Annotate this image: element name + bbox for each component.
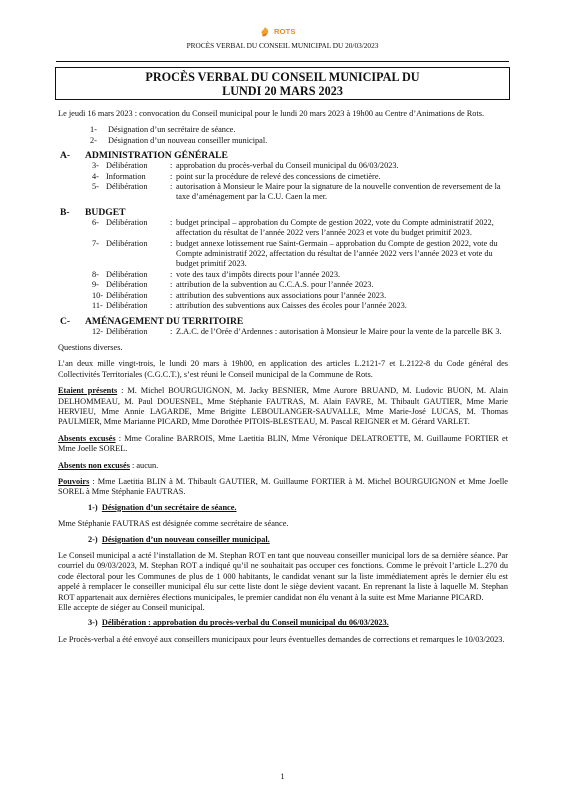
point-1-text: Mme Stéphanie FAUTRAS est désignée comme secrétaire de séance. bbox=[58, 519, 289, 529]
title-line-1: PROCÈS VERBAL DU CONSEIL MUNICIPAL DU bbox=[145, 70, 420, 84]
logo-text: ROTS bbox=[274, 26, 296, 36]
agenda-preliminary-list bbox=[90, 125, 508, 146]
questions-line: Questions diverses. bbox=[58, 342, 123, 352]
point-2-conclusion: Elle accepte de siéger au Conseil municipal. bbox=[58, 603, 205, 613]
section-heading-c: C- AMÉNAGEMENT DU TERRITOIRE bbox=[60, 315, 244, 327]
present-label: Etaient présents bbox=[58, 386, 118, 396]
unexcused-members: Absents non excusés : aucun. bbox=[58, 460, 159, 470]
title-line-2: LUNDI 20 MARS 2023 bbox=[222, 84, 343, 98]
proxies-label: Pouvoirs bbox=[58, 476, 90, 486]
agenda-item: 2- Désignation d’un nouveau conseiller municipal. bbox=[90, 135, 268, 145]
unexcused-label: Absents non excusés bbox=[58, 460, 130, 470]
agenda-item: 1- Désignation d’un secrétaire de séance. bbox=[90, 125, 236, 135]
convocation-paragraph: Le jeudi 16 mars 2023 : convocation du Conseil municipal pour le lundi 20 mars 2023 à 19h00 au Centre d’Animations de Rots. bbox=[58, 109, 485, 118]
agenda-item: 11- Délibération : attribution des subventions aux Caisses des écoles pour l’année 2023. bbox=[92, 301, 407, 311]
rose-logo-icon bbox=[259, 26, 271, 38]
document-body bbox=[58, 109, 508, 645]
section-b-items bbox=[92, 218, 508, 312]
excused-label: Absents excusés bbox=[58, 433, 116, 443]
section-heading-b: B- BUDGET bbox=[60, 206, 126, 218]
section-c-items bbox=[92, 327, 508, 337]
point-2-text: Le Conseil municipal a acté l’installation de M. Stephan ROT en tant que nouveau conseiller municipal lors de sa dernière séance. Par courriel du 09/03/2023, M. Stephan ROT a indiqué qu’il ne souhaitait pas occuper ces fonctions. Comme le prévoit l’article L.270 du code électoral pour les Communes de plus de 1 000 habitants, le candidat venant sur la liste immédiatement après le dernier élu est appelé à remplacer le conseiller municipal élu sur cette liste dont le siège devient vacant. En reprenant la liste à laquelle M. Stephan ROT appartenait aux dernières élections municipales, le premier candidat non élu venant à la suite est Mme Marianne PICARD. bbox=[58, 551, 508, 602]
present-members: Etaient présents : M. Michel BOURGUIGNON, M. Jacky BESNIER, Mme Aurore BRUAND, M. Ludovic BUON, M. Alain DELHOMMEAU, M. Paul DOUESNEL, Mme Stéphanie FAUTRAS, M. Alain FAVRE, M. Thibault GAUTIER, Mme Marie HERVIEU, Mme Annie LAGARDE, Mme Brigitte LEBOULANGER-SAUVALLE, Mme Marie-José LUCAS, M. Thomas PAULMIER, Mme Marianne PICARD, Mme Dorothée PITOIS-BLESTEAU, M. Pascal REIGNER et M. Gérard VARLET. bbox=[58, 386, 508, 427]
agenda-item: 12- Délibération : Z.A.C. de l’Orée d’Ardennes : autorisation à Monsieur le Maire pour la vente de la parcelle BK 3. bbox=[92, 326, 502, 336]
agenda-item: 9- Délibération : attribution de la subvention au C.C.A.S. pour l’année 2023. bbox=[92, 280, 374, 290]
point-3-text: Le Procès-verbal a été envoyé aux conseillers municipaux pour leurs éventuelles demandes de corrections et remarques le 10/03/2023. bbox=[58, 634, 505, 644]
section-a-items bbox=[92, 161, 508, 203]
agenda-item: 3- Délibération : approbation du procès-verbal du Conseil municipal du 06/03/2023. bbox=[92, 161, 399, 171]
page-number: 1 bbox=[280, 771, 285, 781]
document-title bbox=[55, 67, 510, 100]
proxies: Pouvoirs : Mme Laetitia BLIN à M. Thibault GAUTIER, M. Guillaume FORTIER à M. Michel BOURGUIGNON et Mme Joelle SOREL à Mme Stéphanie FAUTRAS. bbox=[58, 476, 508, 497]
section-heading-a: A- ADMINISTRATION GÉNÉRALE bbox=[60, 150, 228, 162]
point-3-heading: 3-) Délibération : approbation du procès-verbal du Conseil municipal du 06/03/2023. bbox=[88, 618, 389, 628]
running-header: PROCÈS VERBAL DU CONSEIL MUNICIPAL DU 20/03/2023 bbox=[186, 41, 379, 50]
excused-members: Absents excusés : Mme Coraline BARROIS, Mme Laetitia BLIN, Mme Véronique DELATROETTE, M. Guillaume FORTIER et Mme Joelle SOREL. bbox=[58, 433, 509, 454]
point-1-heading: 1-) Désignation d’un secrétaire de séance. bbox=[88, 502, 237, 512]
agenda-item: 5- Délibération : autorisation à Monsieur le Maire pour la signature de la nouvelle convention de reversement de la taxe d’aménagement par la C.U. Caen la mer. bbox=[92, 182, 501, 202]
agenda-item: 6- Délibération : budget principal – approbation du Compte de gestion 2022, vote du Compte administratif 2022, affectation du résultat de l’année 2022 vers l’année 2023 et vote du budget primitif 2023. bbox=[92, 217, 494, 238]
agenda-item: 8- Délibération : vote des taux d’impôts directs pour l’année 2023. bbox=[92, 269, 341, 279]
opening-paragraph: L’an deux mille vingt-trois, le lundi 20 mars à 19h00, en application des articles L.2121-7 et L.2122-8 du Code général des Collectivités Territoriales (C.G.C.T.), s’est réuni le Conseil municipal de la Commune de Rots. bbox=[58, 359, 508, 379]
rots-logo bbox=[259, 25, 296, 39]
point-2-heading: 2-) Désignation d’un nouveau conseiller municipal. bbox=[88, 534, 270, 544]
agenda-item: 4- Information : point sur la procédure de relevé des concessions de cimetière. bbox=[92, 171, 381, 181]
agenda-item: 7- Délibération : budget annexe lotissement rue Saint-Germain – approbation du Compte de gestion 2022, vote du Compte administratif 2022, affectation du résultat de l’année 2022 vers l’année 2023 et vote du budget primitif 2023. bbox=[92, 238, 498, 269]
agenda-item: 10- Délibération : attribution des subventions aux associations pour l’année 2023. bbox=[92, 290, 387, 300]
